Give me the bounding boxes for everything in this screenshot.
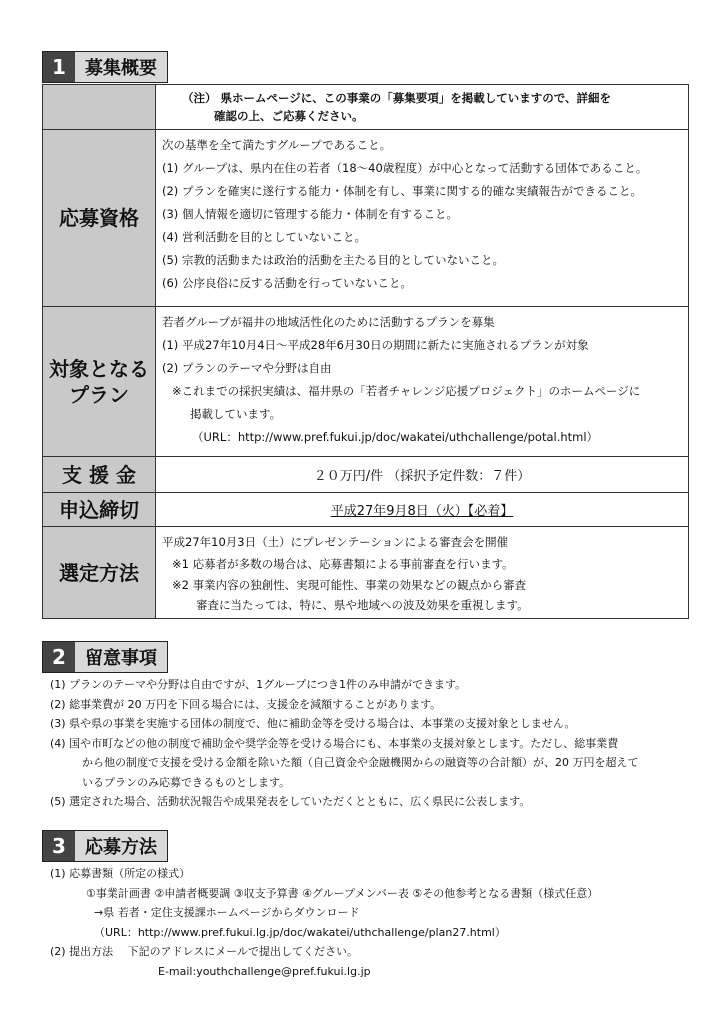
selection-note: 審査に当たっては、特に、県や地域への波及効果を重視します。 [196,598,529,612]
apply-download: →県 若者・定住支援課ホームページからダウンロード [94,906,360,919]
overview-table [42,84,689,619]
section-number: 3 [43,831,75,861]
eligibility-intro: 次の基準を全て満たすグループであること。 [162,138,392,152]
notes-item-cont: から他の制度で支援を受ける金額を除いた額（自己資金や金融機関からの融資等の合計額）が、20 万円を超えて [82,756,639,769]
target-note: ※これまでの採択実績は、福井県の「若者チャレンジ応援プロジェクト」のホームページに [172,384,641,398]
deadline-label: 申込締切 [43,493,156,527]
apply-email: E-mail:youthchallenge@pref.fukui.lg.jp [158,964,371,978]
notes-list [50,675,639,812]
selection-label: 選定方法 [43,527,156,619]
apply-method [50,864,598,981]
target-line: (1) 平成27年10月4日～平成28年6月30日の期間に新たに実施されるプランが対象 [162,338,589,352]
selection-cell [156,527,689,619]
support-cell [156,457,689,493]
section-number: 1 [43,52,75,82]
selection-note: ※2 事業内容の独創性、実現可能性、事業の効果などの観点から審査 [172,578,527,592]
selection-note: ※1 応募者が多数の場合は、応募書類による事前審査を行います。 [172,557,514,571]
section-3-header [42,830,168,862]
note-line-1: （注） 県ホームページに、この事業の「募集要項」を掲載していますので、詳細を [182,91,612,105]
section-title: 募集概要 [75,52,167,82]
eligibility-item: (3) 個人情報を適切に管理する能力・体制を有すること。 [162,207,458,221]
target-label-line-2: プラン [69,382,129,407]
target-url: （URL：http://www.pref.fukui.jp/doc/wakatei/uthchallenge/potal.html） [192,430,599,444]
section-1-header [42,51,168,83]
section-title: 応募方法 [75,831,167,861]
target-label-line-1: 対象となる [49,356,149,381]
notes-item: (1) プランのテーマや分野は自由ですが、1グループにつき1件のみ申請ができます。 [50,678,467,691]
note-line-2: 確認の上、ご応募ください。 [214,109,364,123]
target-label [43,307,156,457]
selection-intro: 平成27年10月3日（土）にプレゼンテーションによる審査会を開催 [162,535,509,549]
apply-submit: (2) 提出方法 下記のアドレスにメールで提出してください。 [50,945,359,958]
eligibility-item: (6) 公序良俗に反する活動を行っていないこと。 [162,276,412,290]
support-value: ２０万円/件 （採択予定件数：７件） [313,469,531,484]
note-cell [156,85,689,130]
section-title: 留意事項 [75,642,167,672]
section-2-header [42,641,168,673]
apply-docs: (1) 応募書類（所定の様式） [50,867,191,880]
eligibility-item: (2) プランを確実に遂行する能力・体制を有し、事業に関する的確な実績報告ができること。 [162,184,642,198]
eligibility-item: (5) 宗教的活動または政治的活動を主たる目的としていないこと。 [162,253,504,267]
eligibility-item: (4) 営利活動を目的としていないこと。 [162,230,366,244]
notes-item: (4) 国や市町などの他の制度で補助金や奨学金等を受ける場合にも、本事業の支援対象とします。ただし、総事業費 [50,736,619,750]
notes-item: (2) 総事業費が 20 万円を下回る場合には、支援金を減額することがあります。 [50,697,442,711]
deadline-cell [156,493,689,527]
notes-item: (5) 選定された場合、活動状況報告や成果発表をしていただくとともに、広く県民に公表します。 [50,795,531,808]
eligibility-label: 応募資格 [43,130,156,307]
target-note: 掲載しています。 [190,407,282,421]
note-label-cell [43,85,156,130]
section-number: 2 [43,642,75,672]
support-label: 支 援 金 [43,457,156,493]
target-line: (2) プランのテーマや分野は自由 [162,361,332,375]
eligibility-item: (1) グループは、県内在住の若者（18～40歳程度）が中心となって活動する団体であること。 [162,161,648,175]
eligibility-cell [156,130,689,307]
notes-item-cont: いるプランのみ応募できるものとします。 [82,775,291,789]
deadline-value: 平成27年9月8日（火）【必着】 [330,504,514,519]
target-cell [156,307,689,457]
notes-item: (3) 県や県の事業を実施する団体の制度で、他に補助金等を受ける場合は、本事業の支援対象としません。 [50,717,576,730]
apply-docs-list: ①事業計画書 ②申請者概要調 ③収支予算書 ④グループメンバー表 ⑤その他参考となる書類（様式任意） [86,886,599,900]
target-intro: 若者グループが福井の地域活性化のために活動するプランを募集 [162,315,495,329]
apply-url: （URL：http://www.pref.fukui.lg.jp/doc/wakatei/uthchallenge/plan27.html） [94,925,506,939]
